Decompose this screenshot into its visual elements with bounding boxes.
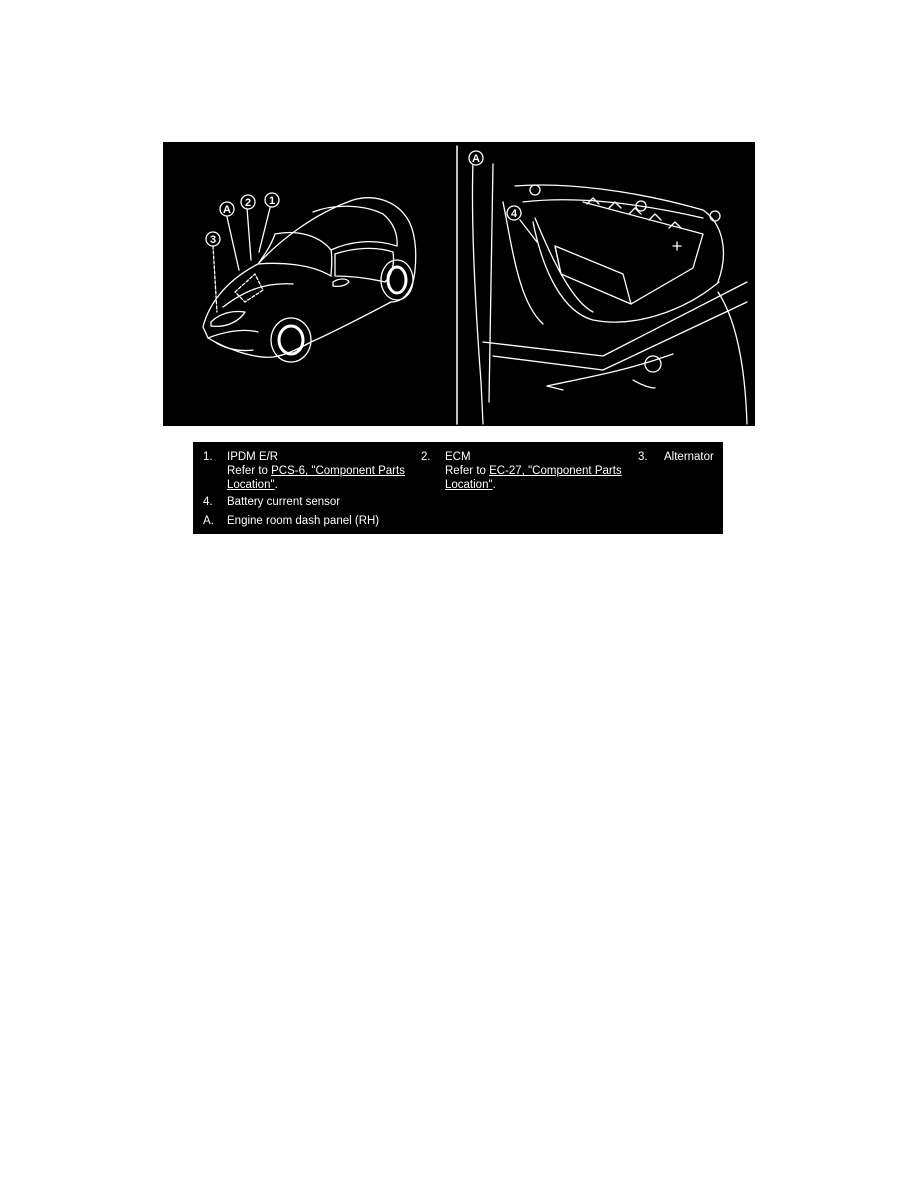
legend-refer-line-2: Location". (445, 479, 496, 491)
callout-4 (507, 206, 521, 220)
ec-27-link-continued[interactable]: Location" (445, 479, 493, 491)
svg-text:3: 3 (209, 234, 217, 246)
svg-text:A: A (223, 204, 231, 216)
svg-text:2: 2 (244, 197, 252, 209)
legend-letter: A. (203, 515, 214, 527)
car-overview-drawing (203, 198, 416, 362)
legend-text (445, 450, 622, 492)
callout-a-right (469, 151, 483, 165)
legend-number: 3. (638, 451, 648, 463)
component-legend (193, 442, 723, 534)
component-location-illustration (163, 142, 755, 426)
engine-room-drawing (472, 162, 747, 424)
legend-title: Alternator (664, 451, 714, 463)
legend-number: 4. (203, 496, 213, 508)
legend-text (227, 450, 405, 492)
callout-1 (265, 193, 279, 207)
legend-number: 1. (203, 451, 213, 463)
legend-refer-line: Refer to EC-27, "Component Parts (445, 465, 622, 477)
pcs-6-link[interactable]: PCS-6, "Component Parts (271, 465, 405, 477)
legend-title: Engine room dash panel (RH) (227, 515, 380, 527)
legend-number: 2. (421, 451, 431, 463)
legend-title: ECM (445, 451, 471, 463)
callout-a-left (220, 202, 234, 216)
svg-text:A: A (472, 153, 480, 165)
svg-text:1: 1 (268, 195, 276, 207)
legend-refer-line-2: Location". (227, 479, 278, 491)
callout-2 (241, 195, 255, 209)
legend-refer-line: Refer to PCS-6, "Component Parts (227, 465, 405, 477)
svg-text:4: 4 (510, 208, 518, 220)
illustration-svg (163, 142, 755, 426)
ec-27-link[interactable]: EC-27, "Component Parts (489, 465, 622, 477)
legend-title: Battery current sensor (227, 496, 341, 508)
pcs-6-link-continued[interactable]: Location" (227, 479, 275, 491)
legend-title: IPDM E/R (227, 451, 279, 463)
callout-3 (206, 232, 220, 246)
